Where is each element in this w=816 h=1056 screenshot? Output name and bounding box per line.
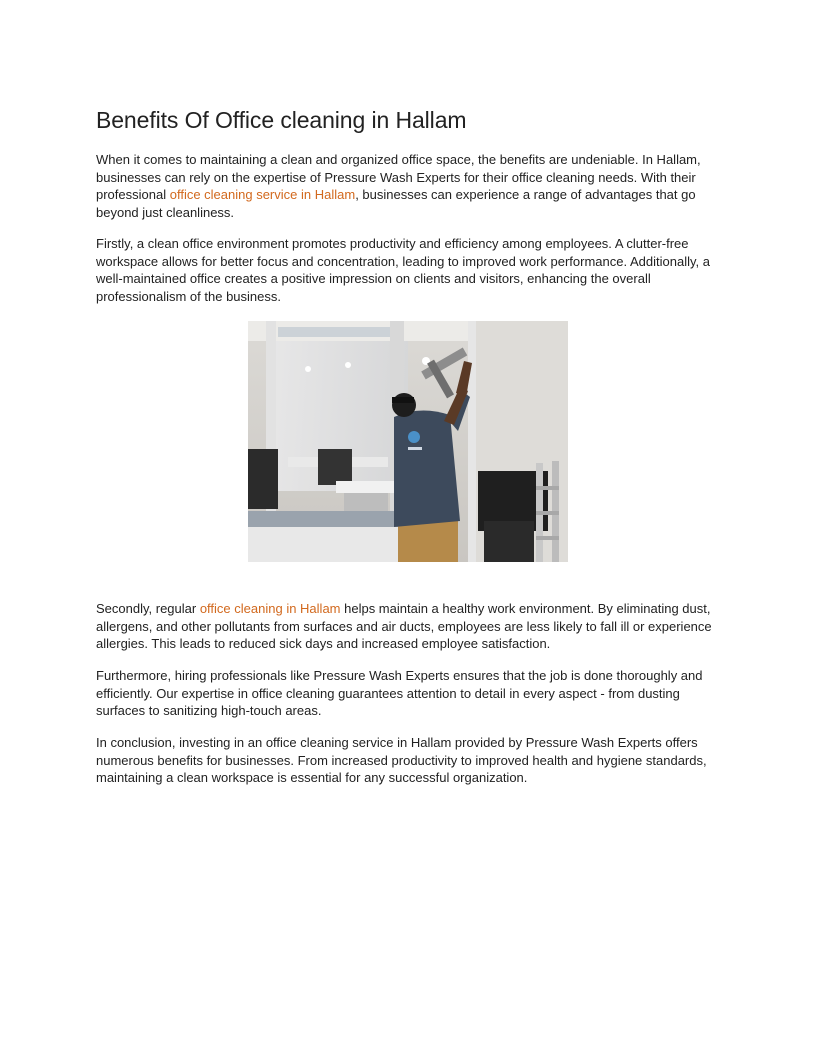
office-cleaning-link[interactable]: office cleaning in Hallam	[199, 601, 341, 616]
paragraph-text: When it comes to maintaining a clean and organized office space, the benefits are undeniable. In Hallam, businesses can rely on the expertise of Pressure Wash Experts for their office cleaning needs. With their professional	[96, 152, 701, 203]
paragraph-secondly	[96, 600, 722, 653]
paragraph-conclusion: In conclusion, investing in an office cleaning service in Hallam provided by Pressure Wash Experts offers numerous benefits for businesses. From increased productivity to improved health and hygiene standards, maintaining a clean workspace is essential for any successful organization.	[96, 735, 707, 786]
office-cleaner-photo	[248, 321, 568, 562]
paragraph-text: , businesses can experience a range of advantages that go beyond just cleanliness.	[96, 187, 696, 220]
paragraph-text: Secondly, regular	[96, 601, 200, 616]
page-title: Benefits Of Office cleaning in Hallam	[96, 107, 467, 133]
paragraph-furthermore: Furthermore, hiring professionals like Pressure Wash Experts ensures that the job is done thoroughly and efficiently. Our expertise in office cleaning guarantees attention to detail in every aspect - from dusting surfaces to sanitizing high-touch areas.	[96, 668, 703, 719]
paragraph-text: helps maintain a healthy work environment. By eliminating dust, allergens, and other pollutants from surfaces and air ducts, employees are less likely to fall ill or experience allergies. This leads to reduced sick days and increased employee satisfaction.	[96, 601, 712, 652]
paragraph-intro	[96, 151, 722, 221]
office-cleaning-service-link[interactable]: office cleaning service in Hallam	[169, 187, 356, 203]
paragraph-firstly: Firstly, a clean office environment promotes productivity and efficiency among employees. A clutter-free workspace allows for better focus and concentration, leading to improved work performance. Additionally, a well-maintained office creates a positive impression on clients and visitors, enhancing the overall professionalism of the business.	[96, 236, 710, 304]
